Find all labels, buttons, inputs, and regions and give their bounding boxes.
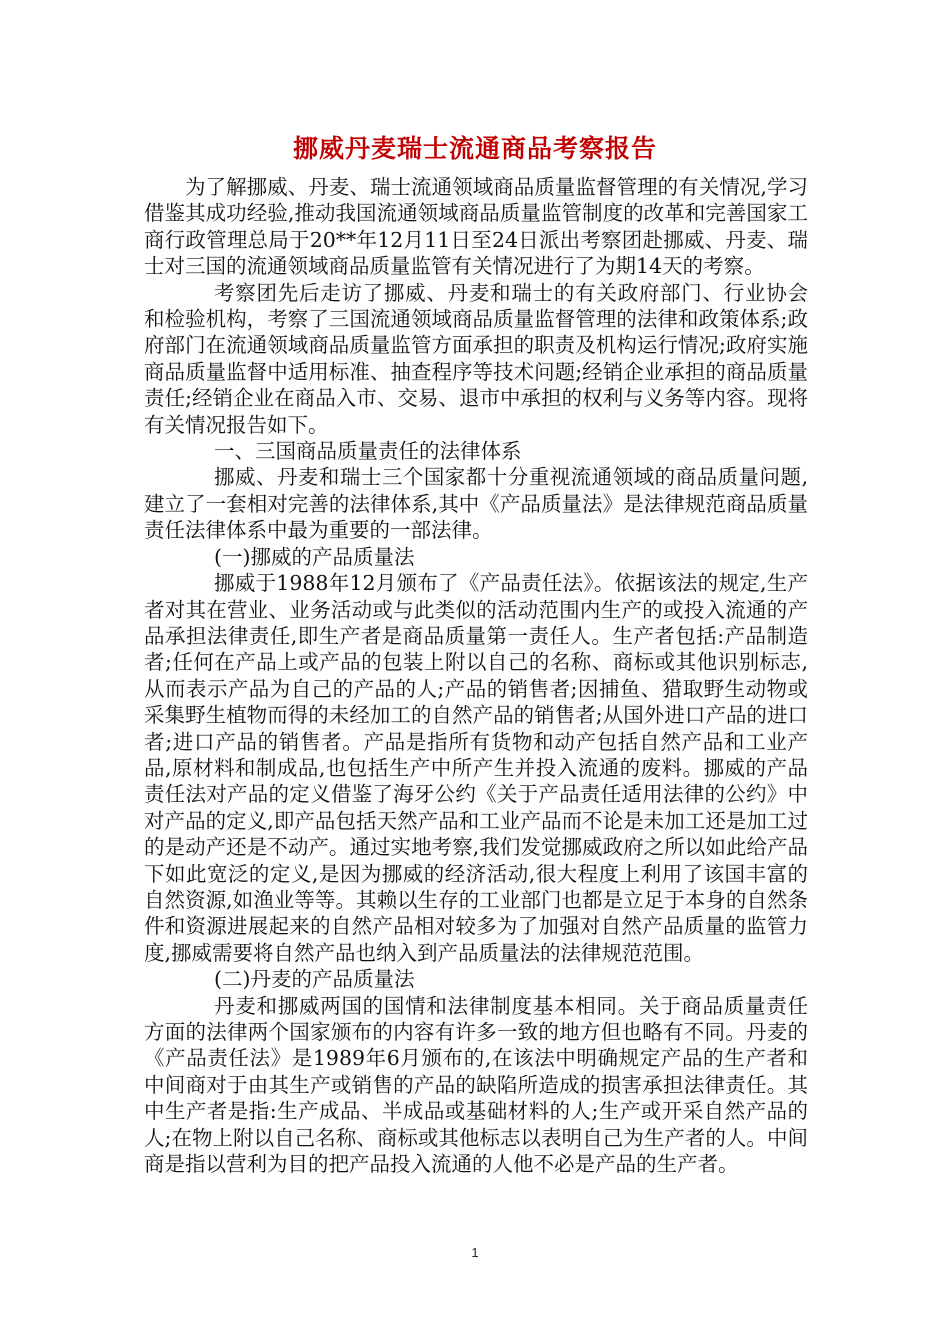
document-title: 挪威丹麦瑞士流通商品考察报告 bbox=[292, 134, 657, 163]
subsection-heading-norway: (一)挪威的产品质量法 bbox=[214, 544, 415, 569]
section-heading-legal-system: 一、三国商品质量责任的法律体系 bbox=[214, 439, 522, 464]
paragraph-denmark: 丹麦和挪威两国的国情和法律制度基本相同。关于商品质量责任方面的法律两个国家颁布的内容有许多一致的地方但也略有不同。丹麦的《产品责任法》是1989年6月颁布的,在该法中明确规定产品的生产者和中间商对于由其生产或销售的产品的缺陷所造成的损害承担法律责任。其中生产者是指:生产成品、半成品或基础材料的人;生产或开采自然产品的人;在物上附以自己名称、商标或其他标志以表明自己为生产者的人。中间商是指以营利为目的把产品投入流通的人他不必是产品的生产者。 bbox=[144, 993, 808, 1177]
paragraph-intro: 为了解挪威、丹麦、瑞士流通领域商品质量监督管理的有关情况,学习借鉴其成功经验,推动我国流通领域商品质量监管制度的改革和完善国家工商行政管理总局于20**年12月11日至24日派出考察团赴挪威、丹麦、瑞士对三国的流通领域商品质量监管有关情况进行了为期14天的考察。 bbox=[144, 175, 808, 279]
document-body bbox=[144, 174, 808, 1177]
page-number: 1 bbox=[471, 1245, 479, 1260]
paragraph-scope: 考察团先后走访了挪威、丹麦和瑞士的有关政府部门、行业协会和检验机构，考察了三国流通领域商品质量监督管理的法律和政策体系;政府部门在流通领域商品质量监管方面承担的职责及机构运行情况;政府实施商品质量监督中适用标准、抽查程序等技术问题;经销企业承担的商品质量责任;经销企业在商品入市、交易、退市中承担的权利与义务等内容。现将有关情况报告如下。 bbox=[144, 280, 808, 437]
subsection-heading-denmark: (二)丹麦的产品质量法 bbox=[214, 967, 415, 992]
paragraph-legal-system: 挪威、丹麦和瑞士三个国家都十分重视流通领域的商品质量问题,建立了一套相对完善的法律体系,其中《产品质量法》是法律规范商品质量责任法律体系中最为重要的一部法律。 bbox=[144, 465, 808, 543]
paragraph-norway: 挪威于1988年12月颁布了《产品责任法》。依据该法的规定,生产者对其在营业、业务活动或与此类似的活动范围内生产的或投入流通的产品承担法律责任,即生产者是商品质量第一责任人。生产者包括:产品制造者;任何在产品上或产品的包装上附以自己的名称、商标或其他识别标志,从而表示产品为自己的产品的人;产品的销售者;因捕鱼、猎取野生动物或采集野生植物而得的未经加工的自然产品的销售者;从国外进口产品的进口者;进口产品的销售者。产品是指所有货物和动产包括自然产品和工业产品,原材料和制成品,也包括生产中所产生并投入流通的废料。挪威的产品责任法对产品的定义借鉴了海牙公约《关于产品责任适用法律的公约》中对产品的定义,即产品包括天然产品和工业产品而不论是未加工还是加工过的是动产还是不动产。通过实地考察,我们发觉挪威政府之所以如此给产品下如此宽泛的定义,是因为挪威的经济活动,很大程度上利用了该国丰富的自然资源,如渔业等等。其赖以生存的工业部门也都是立足于本身的自然条件和资源进展起来的自然产品相对较多为了加强对自然产品质量的监管力度,挪威需要将自然产品也纳入到产品质量法的法律规范范围。 bbox=[144, 571, 808, 965]
